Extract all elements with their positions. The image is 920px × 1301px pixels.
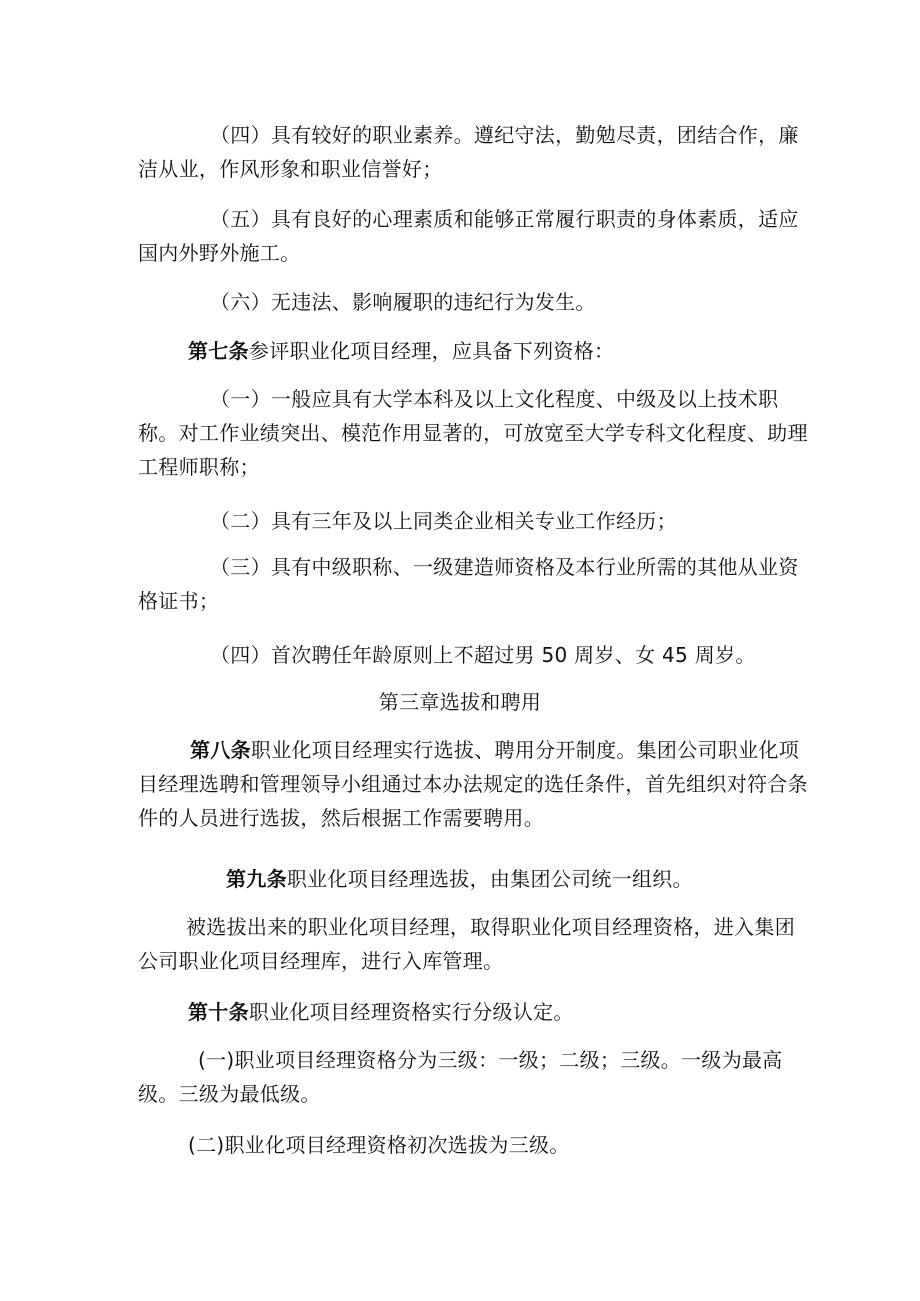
article-10-item-1: (一)职业项目经理资格分为三级：一级；二级；三级。一级为最高级。三级为最低级。 bbox=[138, 1048, 783, 1106]
article-9 bbox=[138, 862, 813, 896]
article-8 bbox=[138, 733, 813, 835]
article-10 bbox=[138, 995, 813, 1029]
article-8-title: 第八条 bbox=[190, 738, 251, 762]
paragraph-qualification-6: （六）无违法、影响履职的违纪行为发生。 bbox=[210, 290, 596, 314]
article-7-item-2: （二）具有三年及以上同类企业相关专业工作经历； bbox=[210, 509, 677, 533]
article-8-text: 职业化项目经理实行选拔、聘用分开制度。集团公司职业化项目经理选聘和管理领导小组通过本办法规定的选任条件，首先组织对符合条件的人员进行选拔，然后根据工作需要聘用。 bbox=[138, 738, 808, 830]
article-7-item-3: （三）具有中级职称、一级建造师资格及本行业所需的其他从业资格证书； bbox=[138, 555, 799, 613]
article-7-item-1: （一）一般应具有大学本科及以上文化程度、中级及以上技术职称。对工作业绩突出、模范作用显著的，可放宽至大学专科文化程度、助理工程师职称； bbox=[138, 387, 808, 479]
article-9-paragraph: 被选拔出来的职业化项目经理，取得职业化项目经理资格，进入集团公司职业化项目经理库，进行入库管理。 bbox=[138, 915, 795, 973]
article-9-title: 第九条 bbox=[226, 867, 287, 891]
article-7 bbox=[138, 334, 813, 368]
article-10-item-2: (二)职业化项目经理资格初次选拔为三级。 bbox=[188, 1133, 570, 1157]
chapter-heading: 第三章选拔和聘用 bbox=[378, 690, 542, 714]
article-10-text: 职业化项目经理资格实行分级认定。 bbox=[248, 1000, 574, 1024]
paragraph-qualification-5: （五）具有良好的心理素质和能够正常履行职责的身体素质，适应国内外野外施工。 bbox=[138, 207, 799, 265]
paragraph-qualification-4: （四）具有较好的职业素养。遵纪守法，勤勉尽责，团结合作，廉洁从业，作风形象和职业信誉好； bbox=[138, 123, 799, 181]
article-9-text: 职业化项目经理选拔，由集团公司统一组织。 bbox=[286, 867, 693, 891]
article-10-title: 第十条 bbox=[188, 1000, 249, 1024]
article-7-title: 第七条 bbox=[188, 339, 249, 363]
article-7-text: 参评职业化项目经理，应具备下列资格： bbox=[248, 339, 615, 363]
article-7-item-4: （四）首次聘任年龄原则上不超过男 50 周岁、女 45 周岁。 bbox=[210, 643, 756, 667]
